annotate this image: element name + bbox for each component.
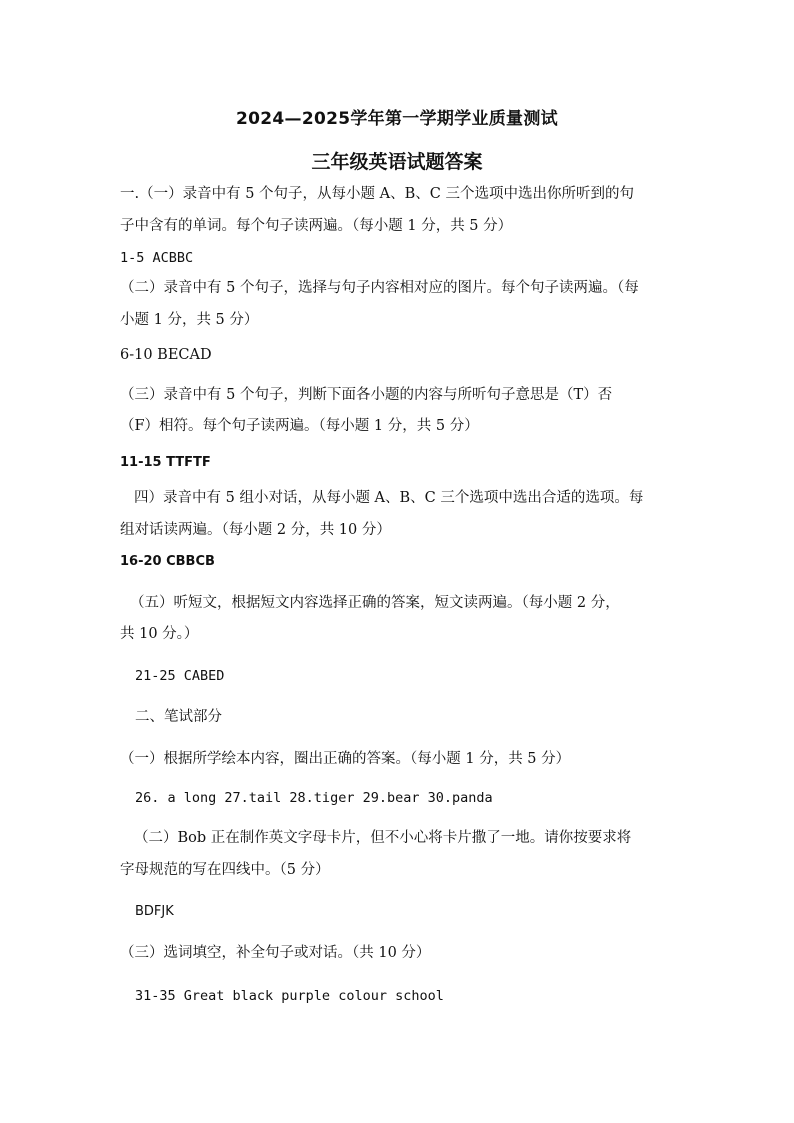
answer-11-15: 11-15 TTFTF (120, 455, 211, 470)
section-1-part-1-instruction-cont: 子中含有的单词。每个句子读两遍。（每小题 1 分，共 5 分） (120, 218, 513, 234)
answer-16-20: 16-20 CBBCB (120, 554, 215, 569)
section-2-part-3-instruction: （三）选词填空，补全句子或对话。（共 10 分） (120, 945, 431, 961)
section-1-part-2-instruction-cont: 小题 1 分，共 5 分） (120, 312, 259, 328)
answer-1-5: 1-5 ACBBC (120, 250, 194, 266)
section-1-part-5-instruction-cont: 共 10 分。） (120, 626, 199, 642)
section-2-part-2-instruction: （二）Bob 正在制作英文字母卡片，但不小心将卡片撒了一地。请你按要求将 (134, 830, 632, 846)
answer-31-35: 31-35 Great black purple colour school (135, 988, 444, 1004)
document-subtitle: 三年级英语试题答案 (311, 151, 483, 173)
section-1-part-3-instruction-cont: （F）相符。每个句子读两遍。（每小题 1 分，共 5 分） (120, 418, 479, 434)
section-1-part-3-instruction: （三）录音中有 5 个句子，判断下面各小题的内容与所听句子意思是（T）否 (120, 387, 613, 403)
document-title: 2024—2025学年第一学期学业质量测试 (236, 109, 558, 129)
section-2-part-1-instruction: （一）根据所学绘本内容，圈出正确的答案。（每小题 1 分，共 5 分） (120, 751, 571, 767)
section-1-part-2-instruction: （二）录音中有 5 个句子，选择与句子内容相对应的图片。每个句子读两遍。（每 (120, 280, 639, 296)
section-1-part-4-instruction: 四）录音中有 5 组小对话，从每小题 A、B、C 三个选项中选出合适的选项。每 (134, 490, 644, 506)
section-1-part-1-instruction: 一.（一）录音中有 5 个句子，从每小题 A、B、C 三个选项中选出你所听到的句 (120, 186, 634, 202)
answer-26-30: 26. a long 27.tail 28.tiger 29.bear 30.panda (135, 790, 493, 806)
section-1-part-4-instruction-cont: 组对话读两遍。（每小题 2 分，共 10 分） (120, 522, 391, 538)
section-1-part-5-instruction: （五）听短文，根据短文内容选择正确的答案，短文读两遍。（每小题 2 分， (130, 595, 620, 611)
answer-6-10: 6-10 BECAD (120, 347, 212, 363)
answer-21-25: 21-25 CABED (135, 668, 225, 684)
answer-letters: BDFJK (135, 904, 174, 919)
section-2-heading: 二、笔试部分 (135, 709, 222, 725)
section-2-part-2-instruction-cont: 字母规范的写在四线中。（5 分） (120, 862, 330, 878)
